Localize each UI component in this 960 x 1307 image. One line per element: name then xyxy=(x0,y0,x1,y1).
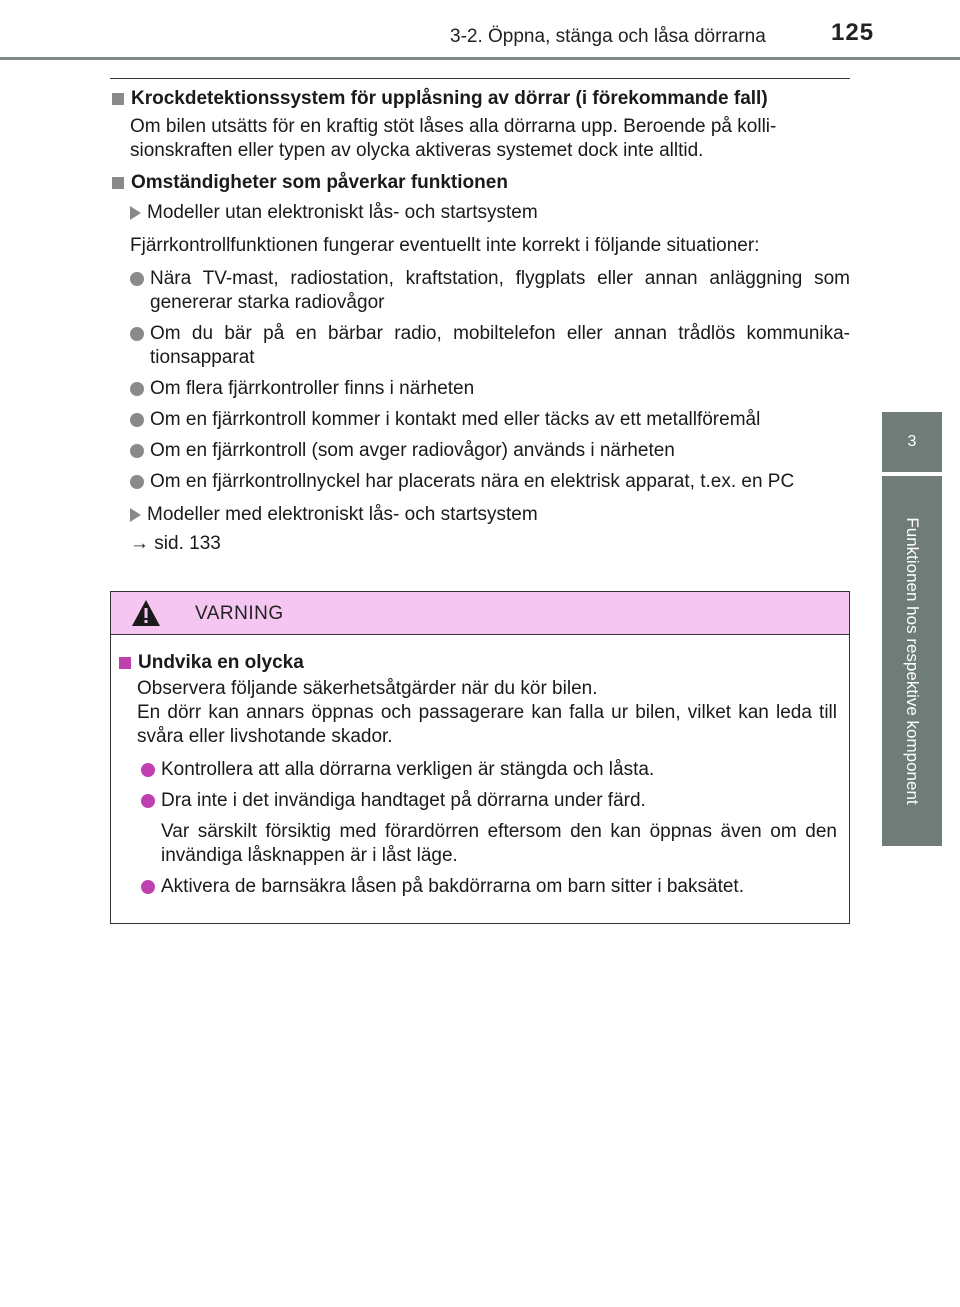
round-bullet-icon xyxy=(141,763,155,777)
warning-triangle-icon xyxy=(131,599,161,627)
chapter-tab-text: Funktionen hos respektive komponent xyxy=(903,517,922,805)
round-bullet-icon xyxy=(141,880,155,894)
list-item xyxy=(130,322,850,370)
subheading-item xyxy=(130,202,850,224)
list-item-text: Om en fjärrkontroll (som avger radiovågor) används i närheten xyxy=(150,440,675,461)
list-item xyxy=(130,439,850,463)
page-number: 125 xyxy=(831,19,875,46)
square-bullet-icon xyxy=(112,93,124,105)
list-item-text: Kontrollera att alla dörrarna verkligen är stängda och låsta. xyxy=(161,759,655,780)
list-item-text: Om en fjärrkontrollnyckel har placerats nära en elektrisk apparat, t.ex. en PC xyxy=(150,471,795,492)
list-item xyxy=(141,875,837,899)
warning-label: VARNING xyxy=(195,603,284,624)
triangle-arrow-icon xyxy=(130,508,141,522)
heading-text: Krockdetektionssystem för upplåsning av dörrar (i förekommande fall) xyxy=(131,88,768,109)
paragraph-line: sionskraften eller typen av olycka aktiveras systemet dock inte alltid. xyxy=(130,140,704,161)
round-bullet-icon xyxy=(130,444,144,458)
list-item xyxy=(141,758,837,782)
round-bullet-icon xyxy=(141,794,155,808)
paragraph-line: Om bilen utsätts för en kraftig stöt låses alla dörrarna upp. Beroende på kolli- xyxy=(130,116,777,137)
content-rule xyxy=(110,78,850,79)
warning-note: Var särskilt försiktig med förardörren eftersom den kan öppnas även om den invändiga låsknappen är i låst läge. xyxy=(161,821,837,866)
warning-line: En dörr kan annars öppnas och passagerare kan falla ur bilen, vilket kan leda till svåra eller livshotande skador. xyxy=(137,702,837,747)
section-conditions xyxy=(110,172,850,556)
chapter-tab-number[interactable]: 3 xyxy=(882,412,942,472)
round-bullet-icon xyxy=(130,382,144,396)
list-item-text: Nära TV-mast, radiostation, kraftstation, flygplats eller annan anläggning som genererar starka radiovågor xyxy=(150,268,850,313)
list-item-text: Dra inte i det invändiga handtaget på dörrarna under färd. xyxy=(161,790,646,811)
heading-text: Undvika en olycka xyxy=(138,652,304,673)
round-bullet-icon xyxy=(130,413,144,427)
warning-body xyxy=(117,652,837,899)
triangle-arrow-icon xyxy=(130,206,141,220)
page-reference-text: sid. 133 xyxy=(154,533,221,554)
section-crash-detection xyxy=(110,88,850,163)
square-bullet-icon xyxy=(112,177,124,189)
warning-line: Observera följande säkerhetsåtgärder när du kör bilen. xyxy=(137,678,598,699)
section-heading xyxy=(110,172,850,194)
list-item-text: Om en fjärrkontroll kommer i kontakt med eller täcks av ett metallföremål xyxy=(150,409,761,430)
list-item-text: Om flera fjärrkontroller finns i närheten xyxy=(150,378,475,399)
subheading-text: Modeller utan elektroniskt lås- och startsystem xyxy=(147,202,538,223)
round-bullet-icon xyxy=(130,475,144,489)
subheading-text: Modeller med elektroniskt lås- och startsystem xyxy=(147,504,538,525)
round-bullet-icon xyxy=(130,327,144,341)
list-item xyxy=(130,267,850,315)
header-rule xyxy=(0,57,960,60)
warning-heading xyxy=(117,652,837,674)
square-bullet-icon xyxy=(119,657,131,669)
subheading-item xyxy=(130,504,850,526)
list-item xyxy=(130,408,850,432)
section-heading xyxy=(110,88,850,110)
list-item xyxy=(141,789,837,813)
list-item-text: Om du bär på en bärbar radio, mobiltelefon eller annan trådlös kommunika-tionsapparat xyxy=(150,323,850,368)
list-item-text: Aktivera de barnsäkra låsen på bakdörrarna om barn sitter i baksätet. xyxy=(161,876,744,897)
intro-paragraph: Fjärrkontrollfunktionen fungerar eventuellt inte korrekt i följande situationer: xyxy=(130,235,760,256)
round-bullet-icon xyxy=(130,272,144,286)
list-item xyxy=(130,377,850,401)
header-title: 3-2. Öppna, stänga och låsa dörrarna xyxy=(450,26,766,47)
list-item xyxy=(130,470,850,494)
heading-text: Omständigheter som påverkar funktionen xyxy=(131,172,508,193)
page-reference[interactable] xyxy=(130,532,850,556)
warning-box xyxy=(110,591,850,924)
warning-header xyxy=(111,592,849,635)
arrow-right-icon: → xyxy=(130,533,149,554)
chapter-tab-label[interactable] xyxy=(882,476,942,846)
